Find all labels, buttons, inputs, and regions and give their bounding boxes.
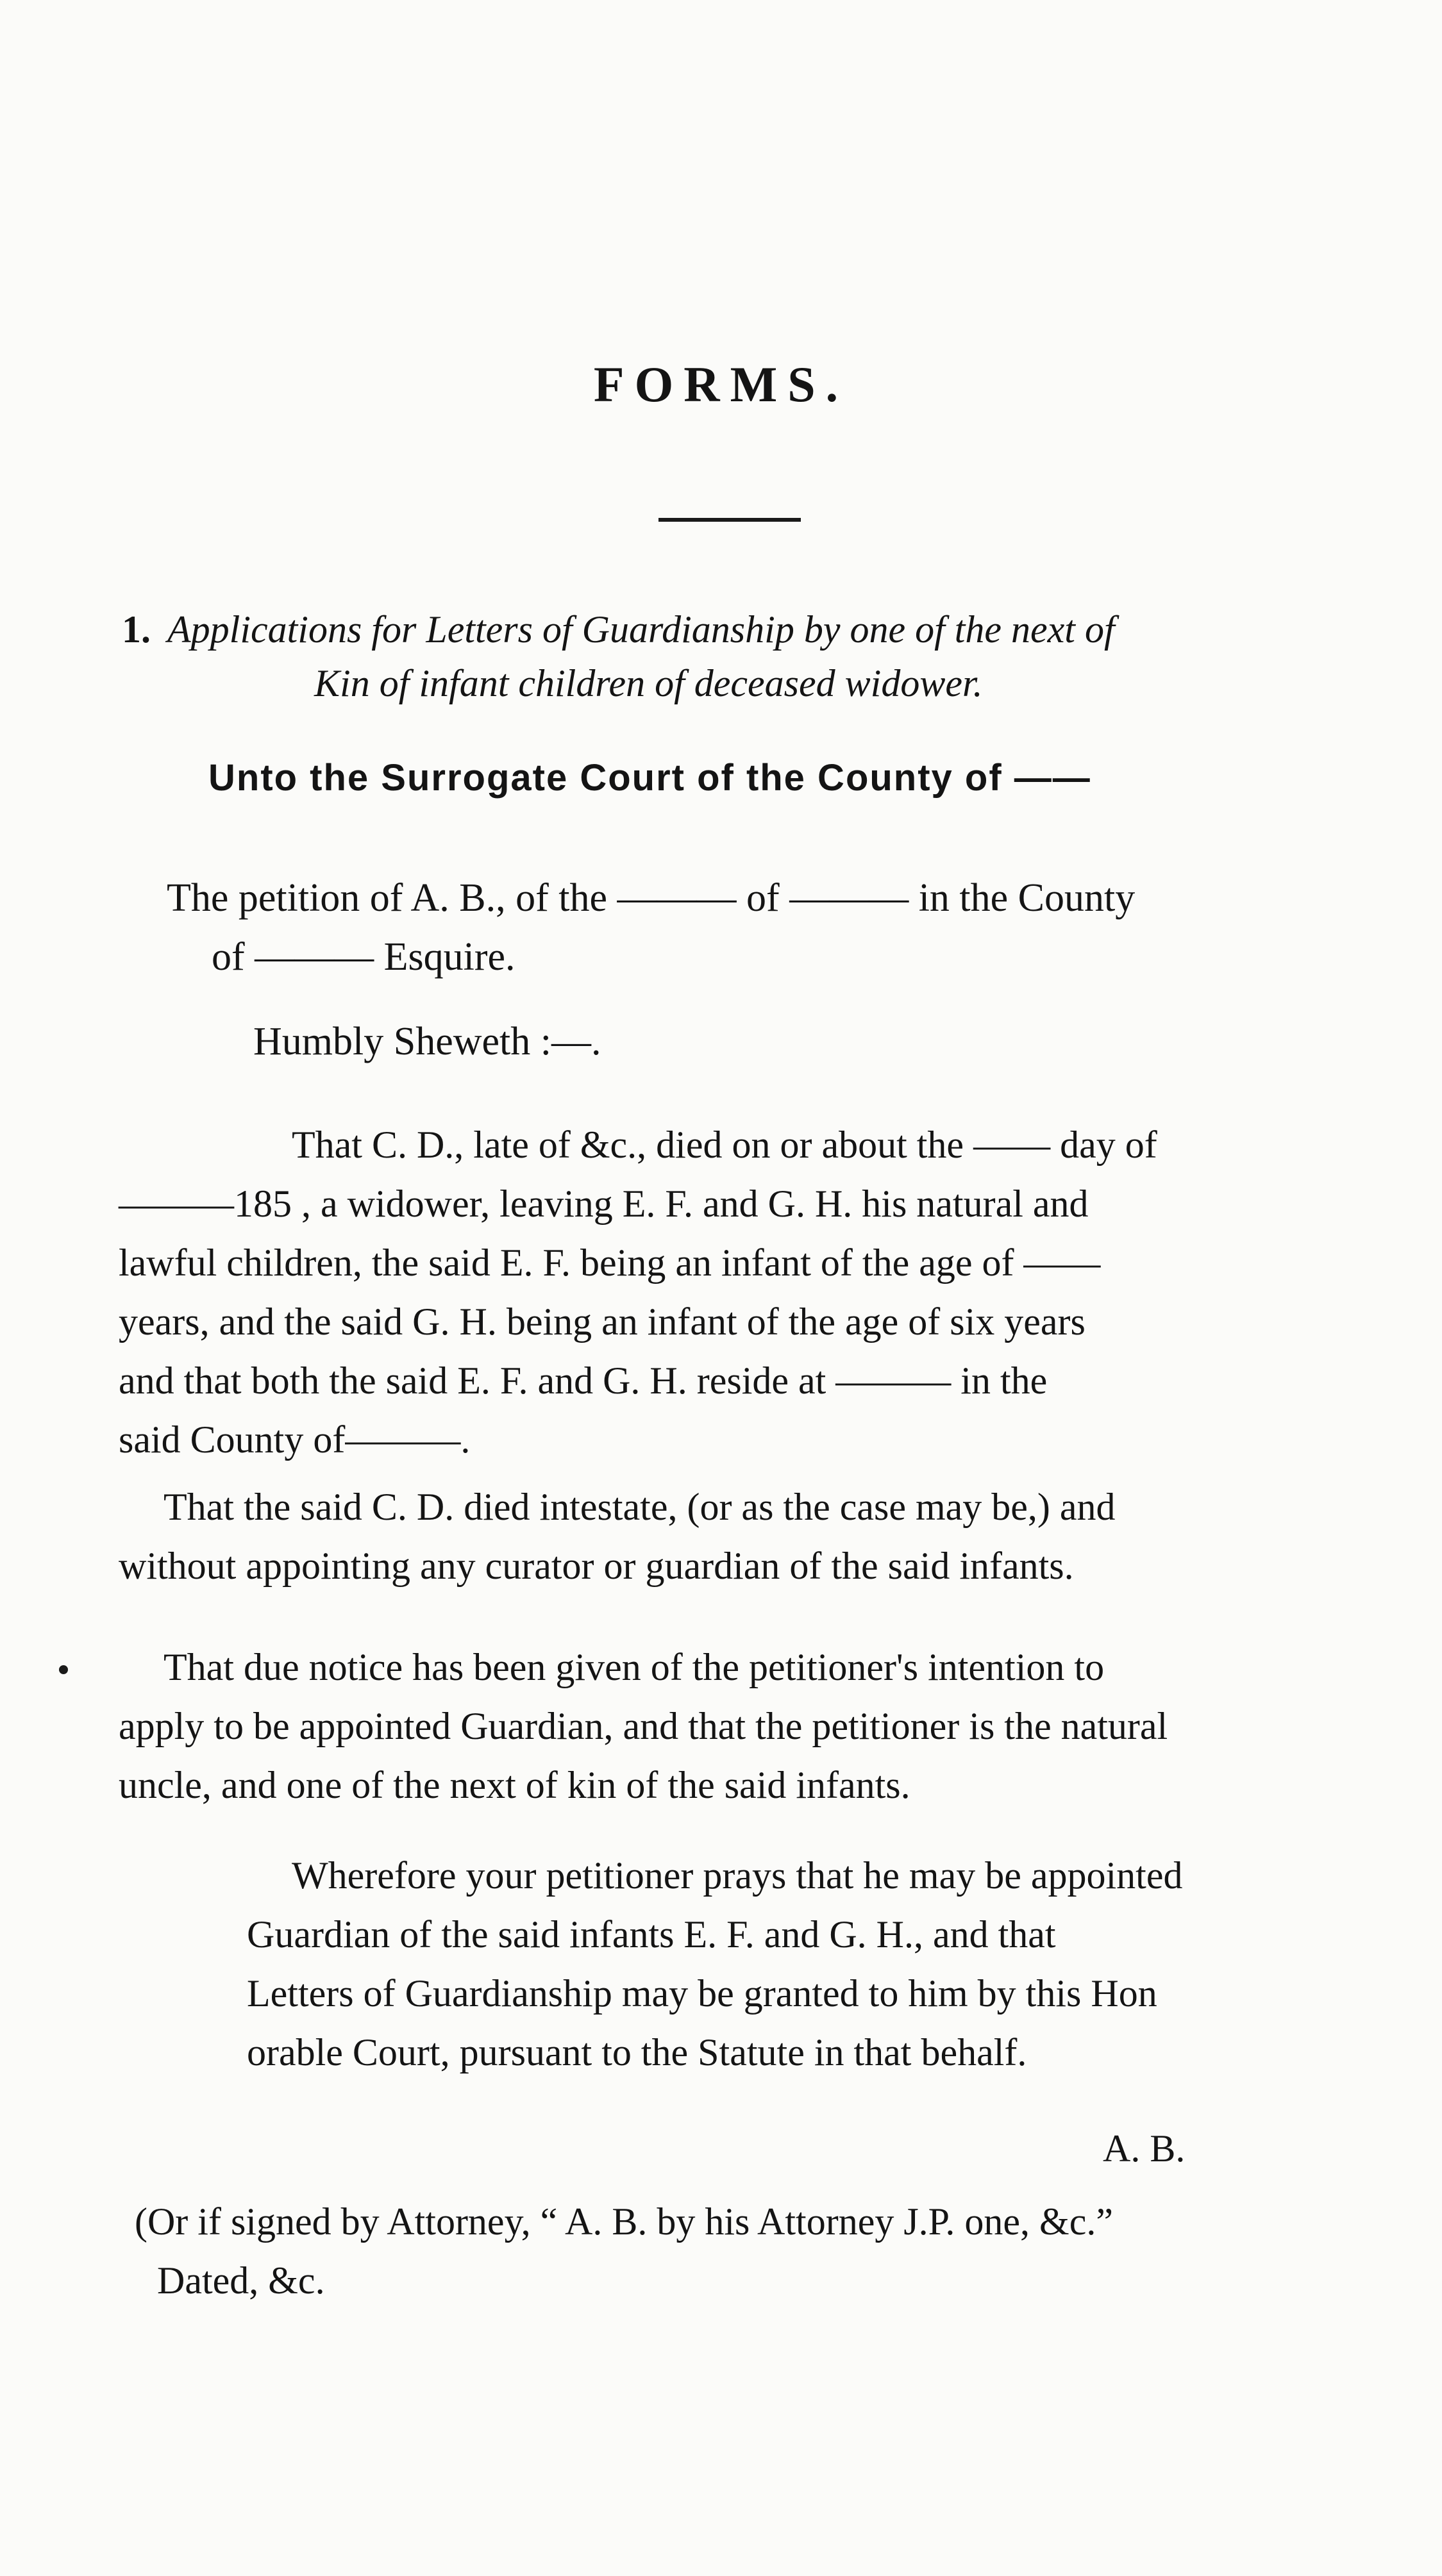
paragraph-line: Guardian of the said infants E. F. and G. H., and that [247, 1913, 1056, 1956]
paragraph-line: That C. D., late of &c., died on or about the —— day of [292, 1124, 1157, 1166]
form-number: 1. [122, 608, 151, 651]
paragraph-line: and that both the said E. F. and G. H. reside at ——— in the [119, 1359, 1048, 1402]
petition-line-2: of ——— Esquire. [212, 935, 516, 979]
paragraph-line: without appointing any curator or guardian of the said infants. [119, 1545, 1074, 1587]
heading-rule [658, 518, 801, 522]
paragraph-line: years, and the said G. H. being an infant of the age of six years [119, 1300, 1086, 1343]
paragraph-line: Wherefore your petitioner prays that he may be appointed [292, 1854, 1183, 1897]
paragraph-line: apply to be appointed Guardian, and that the petitioner is the natural [119, 1705, 1168, 1747]
petition-intro [167, 868, 1321, 986]
closing-note [135, 2192, 1353, 2310]
paragraph-line: That due notice has been given of the petitioner's intention to [163, 1646, 1105, 1688]
paragraph-line: lawful children, the said E. F. being an infant of the age of —— [119, 1242, 1101, 1284]
signature: A. B. [1103, 2127, 1186, 2170]
sheweth-line: Humbly Sheweth :—. [253, 1020, 601, 1063]
paragraph-notice [119, 1638, 1324, 1815]
form-title [122, 602, 1340, 710]
paragraph-line: said County of———. [119, 1418, 471, 1461]
court-address: Unto the Surrogate Court of the County of —— [208, 757, 1091, 799]
margin-mark [59, 1665, 68, 1674]
paragraph-prayer [247, 1846, 1337, 2082]
page-heading: FORMS. [593, 356, 849, 412]
form-title-line-1: Applications for Letters of Guardianship by one of the next of [167, 608, 1115, 651]
paragraph-line: Letters of Guardianship may be granted to him by this Hon [247, 1972, 1157, 2015]
paragraph-line: orable Court, pursuant to the Statute in that behalf. [247, 2031, 1027, 2073]
form-title-line-2: Kin of infant children of deceased widower. [314, 662, 983, 704]
paragraph-line: ———185 , a widower, leaving E. F. and G. H. his natural and [119, 1183, 1089, 1225]
paragraph-line: That the said C. D. died intestate, (or as the case may be,) and [163, 1486, 1116, 1528]
closing-line: (Or if signed by Attorney, “ A. B. by his Attorney J.P. one, &c.” [135, 2200, 1113, 2243]
paragraph-intestate [119, 1477, 1324, 1595]
closing-line: Dated, &c. [157, 2259, 325, 2302]
paragraph-line: uncle, and one of the next of kin of the said infants. [119, 1764, 910, 1806]
paragraph-death [119, 1115, 1324, 1469]
petition-line-1: The petition of A. B., of the ——— of ——— in the County [167, 876, 1136, 920]
